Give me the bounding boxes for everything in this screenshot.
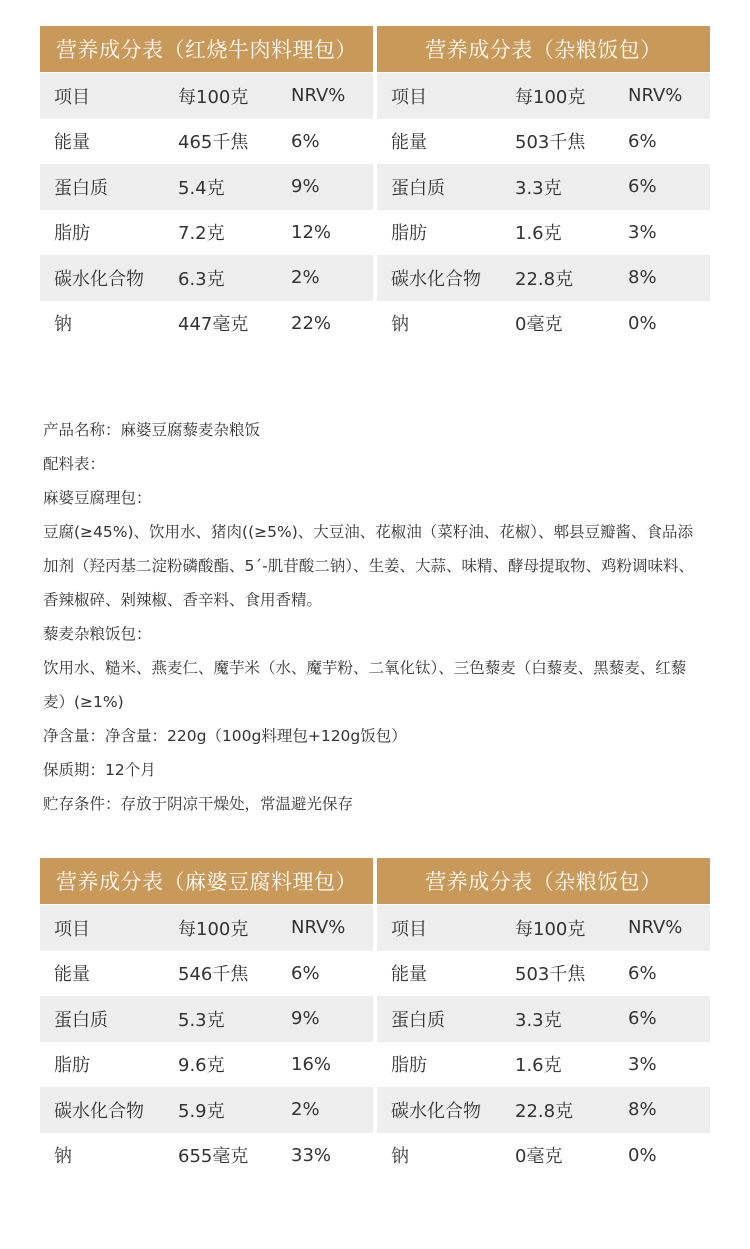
row-item: 蛋白质	[391, 177, 445, 199]
row-value: 0毫克	[515, 1146, 563, 1168]
row-value: 465千焦	[178, 132, 249, 154]
table-row	[377, 951, 710, 997]
row-value: 1.6克	[515, 1055, 562, 1077]
product-info	[43, 413, 703, 821]
row-value: 503千焦	[515, 132, 586, 154]
row-value: 22.8克	[515, 1100, 574, 1122]
row-nrv: 9%	[291, 176, 320, 198]
header-per100g: 每100克	[178, 918, 249, 940]
table-row	[40, 164, 373, 210]
row-item: 能量	[391, 964, 427, 986]
row-item: 脂肪	[54, 223, 90, 245]
table-row	[377, 210, 710, 256]
table-header-row	[377, 904, 710, 951]
bottom-nutrition-tables	[40, 858, 711, 1178]
row-item: 脂肪	[54, 1055, 90, 1077]
nutrition-table-mapo-tofu	[40, 858, 373, 1178]
table-row	[377, 164, 710, 210]
row-value: 7.2克	[178, 223, 225, 245]
quinoa-pack-label: 藜麦杂粮饭包：	[43, 625, 152, 643]
row-value: 6.3克	[178, 268, 225, 290]
table-row	[40, 301, 373, 347]
quinoa-pack-ingredients: 饮用水、糙米、燕麦仁、魔芋米（水、魔芋粉、二氧化钛）、三色藜麦（白藜麦、黑藜麦、红藜麦）(≥1%)	[43, 659, 687, 711]
nutrition-table-grain-rice-2	[377, 858, 710, 1178]
row-nrv: 12%	[291, 221, 332, 243]
nutrition-table-grain-rice	[377, 26, 710, 346]
mapo-pack-ingredients: 豆腐(≥45%)、饮用水、猪肉((≥5%)、大豆油、花椒油（菜籽油、花椒）、郫县豆瓣酱、食品添加剂（羟丙基二淀粉磷酸酯、5´-肌苷酸二钠）、生姜、大蒜、味精、酵母提取物、鸡粉调味料、香辣椒碎、剁辣椒、香辛料、食用香精。	[43, 523, 694, 609]
row-nrv: 3%	[628, 221, 657, 243]
row-item: 能量	[54, 132, 90, 154]
table-row	[40, 996, 373, 1042]
header-nrv: NRV%	[628, 917, 683, 939]
table-row	[40, 255, 373, 301]
table-header-row	[40, 904, 373, 951]
row-nrv: 6%	[628, 176, 657, 198]
row-item: 蛋白质	[391, 1009, 445, 1031]
table-title: 营养成分表（麻婆豆腐料理包）	[40, 858, 373, 904]
row-nrv: 2%	[291, 267, 320, 289]
header-nrv: NRV%	[628, 85, 683, 107]
header-per100g: 每100克	[515, 918, 586, 940]
header-item: 项目	[54, 918, 90, 940]
table-title: 营养成分表（杂粮饭包）	[377, 26, 710, 72]
table-header-row	[40, 72, 373, 119]
row-value: 5.9克	[178, 1100, 225, 1122]
row-value: 9.6克	[178, 1055, 225, 1077]
row-nrv: 0%	[628, 312, 657, 334]
row-item: 钠	[391, 1146, 409, 1168]
shelf-life: 保质期：12个月	[43, 761, 156, 779]
row-item: 钠	[54, 1146, 72, 1168]
storage-conditions: 贮存条件：存放于阴凉干燥处，常温避光保存	[43, 795, 354, 813]
row-item: 钠	[391, 314, 409, 336]
table-title: 营养成分表（杂粮饭包）	[377, 858, 710, 904]
row-item: 碳水化合物	[54, 268, 144, 290]
table-row	[40, 1042, 373, 1088]
top-nutrition-tables	[40, 26, 711, 346]
ingredients-label: 配料表：	[43, 455, 106, 473]
row-value: 447毫克	[178, 314, 249, 336]
row-item: 脂肪	[391, 1055, 427, 1077]
table-row	[377, 119, 710, 165]
row-nrv: 0%	[628, 1144, 657, 1166]
row-nrv: 6%	[628, 1008, 657, 1030]
product-name: 产品名称：麻婆豆腐藜麦杂粮饭	[43, 421, 261, 439]
header-item: 项目	[54, 86, 90, 108]
row-nrv: 22%	[291, 312, 332, 334]
row-nrv: 9%	[291, 1008, 320, 1030]
table-row	[40, 1133, 373, 1179]
table-row	[377, 1133, 710, 1179]
row-value: 3.3克	[515, 177, 562, 199]
row-nrv: 8%	[628, 267, 657, 289]
row-value: 503千焦	[515, 964, 586, 986]
row-value: 22.8克	[515, 268, 574, 290]
row-nrv: 16%	[291, 1053, 332, 1075]
row-value: 0毫克	[515, 314, 563, 336]
row-item: 能量	[54, 964, 90, 986]
header-per100g: 每100克	[515, 86, 586, 108]
row-nrv: 6%	[291, 130, 320, 152]
row-value: 655毫克	[178, 1146, 249, 1168]
mapo-pack-label: 麻婆豆腐理包：	[43, 489, 152, 507]
table-row	[377, 255, 710, 301]
table-row	[40, 1087, 373, 1133]
row-nrv: 8%	[628, 1099, 657, 1121]
header-item: 项目	[391, 86, 427, 108]
header-nrv: NRV%	[291, 85, 346, 107]
table-title: 营养成分表（红烧牛肉料理包）	[40, 26, 373, 72]
net-content: 净含量：净含量：220g（100g料理包+120g饭包）	[43, 727, 407, 745]
row-item: 碳水化合物	[391, 268, 481, 290]
table-row	[40, 119, 373, 165]
row-value: 5.4克	[178, 177, 225, 199]
table-row	[40, 210, 373, 256]
table-row	[377, 996, 710, 1042]
row-value: 5.3克	[178, 1009, 225, 1031]
row-item: 蛋白质	[54, 177, 108, 199]
row-item: 碳水化合物	[54, 1100, 144, 1122]
row-item: 碳水化合物	[391, 1100, 481, 1122]
nutrition-table-braised-beef	[40, 26, 373, 346]
table-header-row	[377, 72, 710, 119]
table-row	[40, 951, 373, 997]
row-item: 钠	[54, 314, 72, 336]
header-nrv: NRV%	[291, 917, 346, 939]
table-row	[377, 301, 710, 347]
row-value: 3.3克	[515, 1009, 562, 1031]
row-nrv: 3%	[628, 1053, 657, 1075]
row-item: 脂肪	[391, 223, 427, 245]
row-nrv: 2%	[291, 1099, 320, 1121]
row-item: 能量	[391, 132, 427, 154]
row-value: 1.6克	[515, 223, 562, 245]
row-nrv: 6%	[628, 962, 657, 984]
row-nrv: 6%	[628, 130, 657, 152]
row-value: 546千焦	[178, 964, 249, 986]
table-row	[377, 1087, 710, 1133]
row-nrv: 33%	[291, 1144, 332, 1166]
header-item: 项目	[391, 918, 427, 940]
table-row	[377, 1042, 710, 1088]
header-per100g: 每100克	[178, 86, 249, 108]
row-nrv: 6%	[291, 962, 320, 984]
row-item: 蛋白质	[54, 1009, 108, 1031]
